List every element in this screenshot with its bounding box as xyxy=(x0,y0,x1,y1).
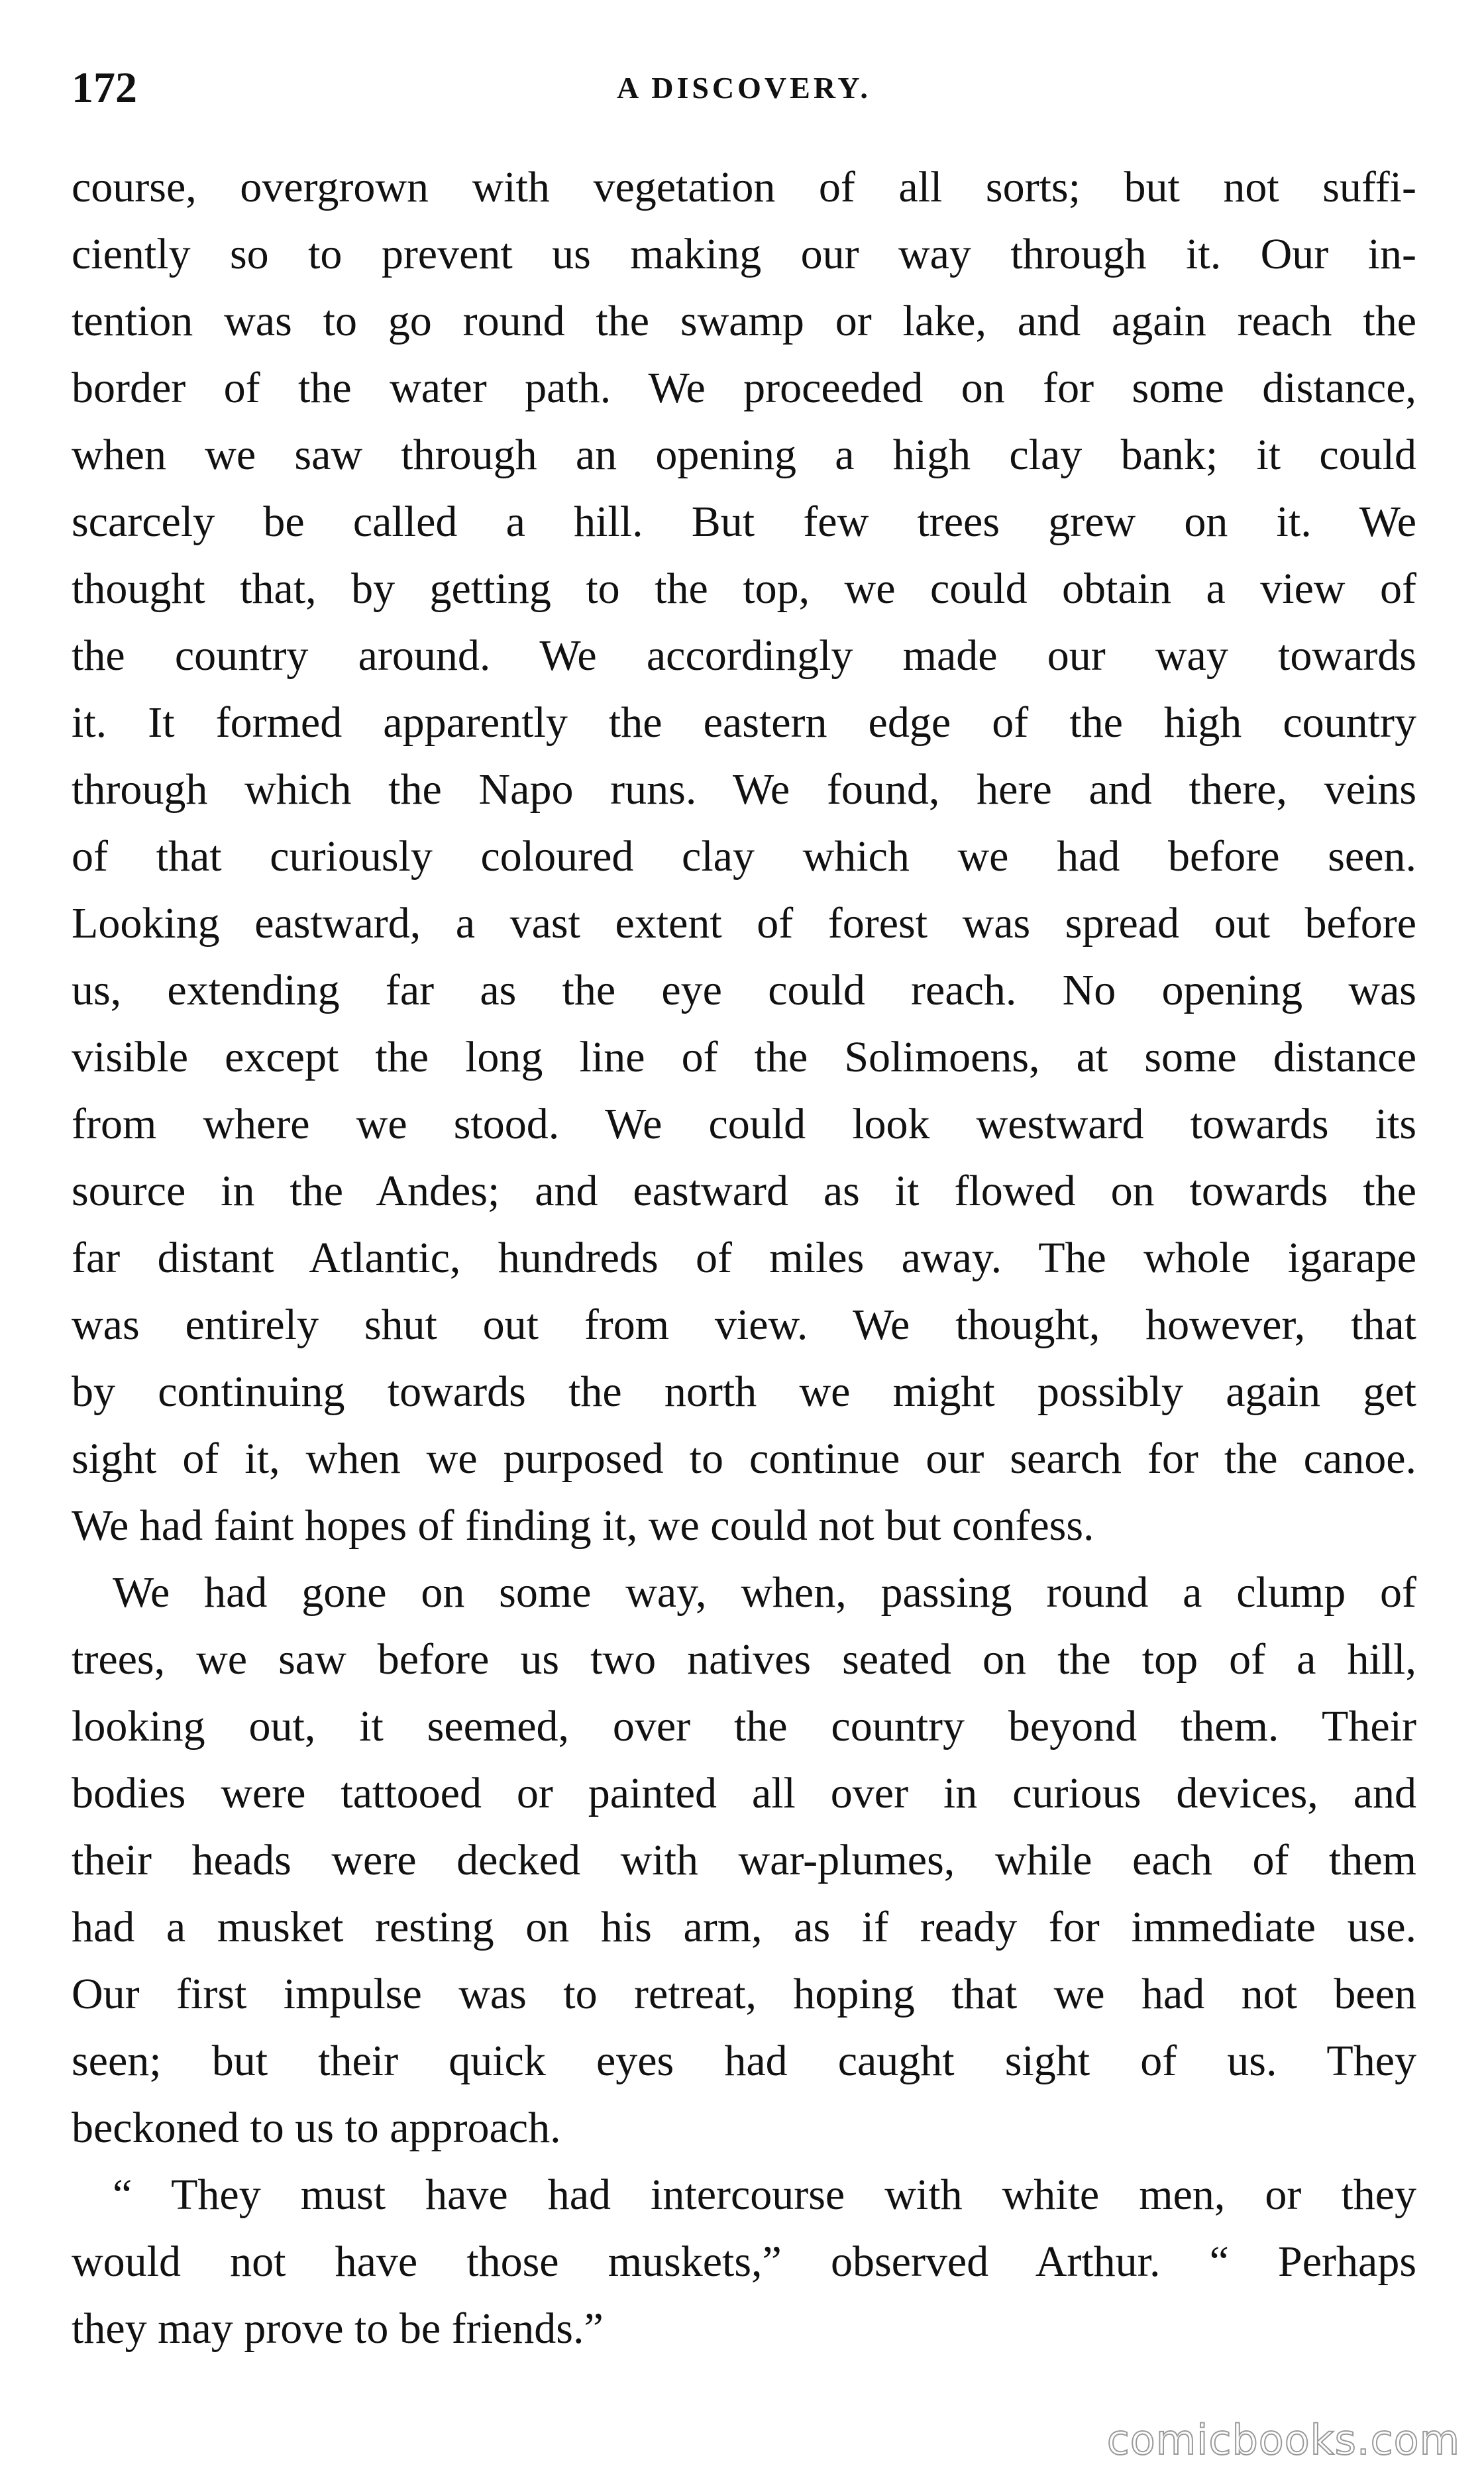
text-line: source in the Andes; and eastward as it flowed on towards the xyxy=(72,1167,1416,1215)
text-line: bodies were tattooed or painted all over in curious devices, and xyxy=(72,1769,1416,1817)
text-line: would not have those muskets,” observed Arthur. “ Perhaps xyxy=(72,2237,1416,2286)
paragraph xyxy=(72,1559,1416,2161)
text-line: of that curiously coloured clay which we had before seen. xyxy=(72,832,1416,881)
text-line: they may prove to be friends.” xyxy=(72,2304,604,2353)
text-line: was entirely shut out from view. We thought, however, that xyxy=(72,1301,1416,1349)
text-line: “ They must have had intercourse with white men, or they xyxy=(113,2171,1416,2219)
text-line: border of the water path. We proceeded on for some distance, xyxy=(72,364,1416,412)
text-line: We had gone on some way, when, passing round a clump of xyxy=(113,1568,1416,1617)
body-text xyxy=(72,154,1416,2362)
page-header xyxy=(72,58,1416,118)
text-line: beckoned to us to approach. xyxy=(72,2104,561,2152)
text-line: visible except the long line of the Solimoens, at some distance xyxy=(72,1033,1416,1081)
text-line: had a musket resting on his arm, as if ready for immediate use. xyxy=(72,1903,1416,1951)
text-line: it. It formed apparently the eastern edge of the high country xyxy=(72,698,1416,747)
text-line: by continuing towards the north we might possibly again get xyxy=(72,1368,1416,1416)
text-line: their heads were decked with war-plumes, while each of them xyxy=(72,1836,1416,1884)
text-line: thought that, by getting to the top, we could obtain a view of xyxy=(72,565,1416,613)
watermark: comicbooks.com xyxy=(1106,2416,1460,2464)
text-line: ciently so to prevent us making our way through it. Our in- xyxy=(72,230,1416,278)
text-line: tention was to go round the swamp or lake, and again reach the xyxy=(72,297,1416,345)
text-line: sight of it, when we purposed to continue our search for the canoe. xyxy=(72,1434,1416,1483)
paragraph xyxy=(72,154,1416,1559)
running-head: A DISCOVERY. xyxy=(617,71,871,105)
text-line: scarcely be called a hill. But few trees grew on it. We xyxy=(72,498,1416,546)
text-line: Looking eastward, a vast extent of forest was spread out before xyxy=(72,899,1416,947)
text-line: Our first impulse was to retreat, hoping that we had not been xyxy=(72,1970,1416,2018)
text-line: looking out, it seemed, over the country beyond them. Their xyxy=(72,1702,1416,1751)
text-line: We had faint hopes of finding it, we could not but confess. xyxy=(72,1501,1094,1550)
text-line: us, extending far as the eye could reach. No opening was xyxy=(72,966,1416,1014)
paragraph xyxy=(72,2161,1416,2362)
text-line: from where we stood. We could look westward towards its xyxy=(72,1100,1416,1148)
text-line: seen; but their quick eyes had caught sight of us. They xyxy=(72,2037,1416,2085)
text-line: the country around. We accordingly made our way towards xyxy=(72,631,1416,680)
text-line: when we saw through an opening a high clay bank; it could xyxy=(72,431,1416,479)
text-line: trees, we saw before us two natives seated on the top of a hill, xyxy=(72,1635,1416,1684)
text-line: course, overgrown with vegetation of all sorts; but not suffi- xyxy=(72,163,1416,211)
text-line: far distant Atlantic, hundreds of miles away. The whole igarape xyxy=(72,1234,1416,1282)
page-number: 172 xyxy=(72,64,137,112)
text-line: through which the Napo runs. We found, here and there, veins xyxy=(72,765,1416,814)
